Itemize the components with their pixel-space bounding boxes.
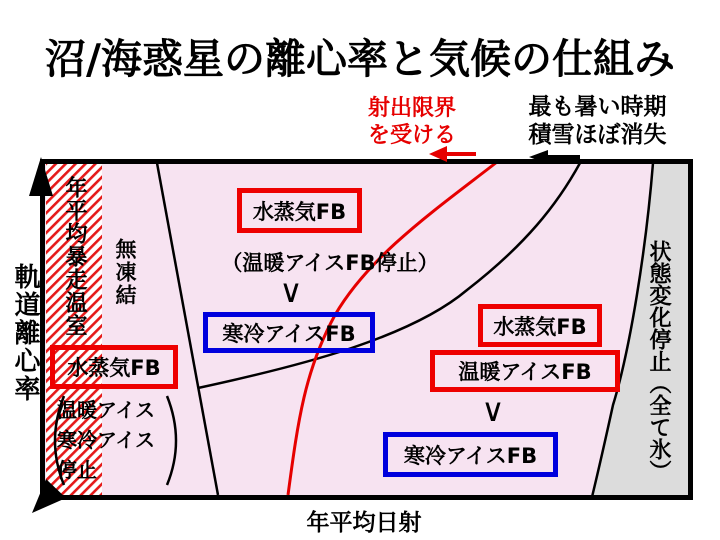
water-vapor-fb-label: 水蒸気FB xyxy=(493,314,587,339)
runaway-greenhouse-label: 年平均暴走温室 xyxy=(62,176,87,337)
ice-fb-stopped-bracket-text xyxy=(57,395,169,485)
hottest-period-note-line2: 積雪ほぼ消失 xyxy=(528,122,667,148)
bracket-line1: 温暖アイス xyxy=(57,398,155,422)
emission-limit-note-line1: 射出限界 xyxy=(367,96,456,121)
page-title: 沼/海惑星の離心率と気候の仕組み xyxy=(45,35,675,83)
water-vapor-fb-box-left xyxy=(50,345,178,389)
warm-ice-fb-box-right xyxy=(430,350,620,392)
emission-limit-note-line2: を受ける xyxy=(367,123,456,148)
hottest-period-note xyxy=(510,93,685,149)
water-vapor-fb-box-right xyxy=(478,304,602,347)
water-vapor-fb-label: 水蒸気FB xyxy=(67,356,161,380)
cold-ice-fb-box-center xyxy=(203,312,375,353)
warm-ice-fb-stop-note: （温暖アイスFB停止） xyxy=(221,251,439,275)
x-axis-label: 年平均日射 xyxy=(306,510,422,536)
chevron-down-icon: ∨ xyxy=(279,272,303,310)
state-change-stop-label: 状態変化停止（全て氷） xyxy=(646,240,671,482)
water-vapor-fb-label: 水蒸気FB xyxy=(252,199,347,224)
water-vapor-fb-box-center xyxy=(237,188,362,233)
cold-ice-fb-label: 寒冷アイスFB xyxy=(222,321,356,346)
hottest-period-note-line1: 最も暑い時期 xyxy=(528,94,667,120)
warm-ice-fb-label: 温暖アイスFB xyxy=(458,360,592,384)
chevron-down-icon: ∨ xyxy=(481,391,505,429)
y-axis-label: 軌道離心率 xyxy=(10,263,40,403)
bracket-line3: 停止 xyxy=(57,458,97,482)
cold-ice-fb-label: 寒冷アイスFB xyxy=(403,443,538,468)
emission-limit-note xyxy=(348,95,476,149)
bracket-line2: 寒冷アイス xyxy=(57,428,155,452)
cold-ice-fb-box-right xyxy=(383,432,558,477)
no-freeze-label: 無凍結 xyxy=(113,238,137,307)
